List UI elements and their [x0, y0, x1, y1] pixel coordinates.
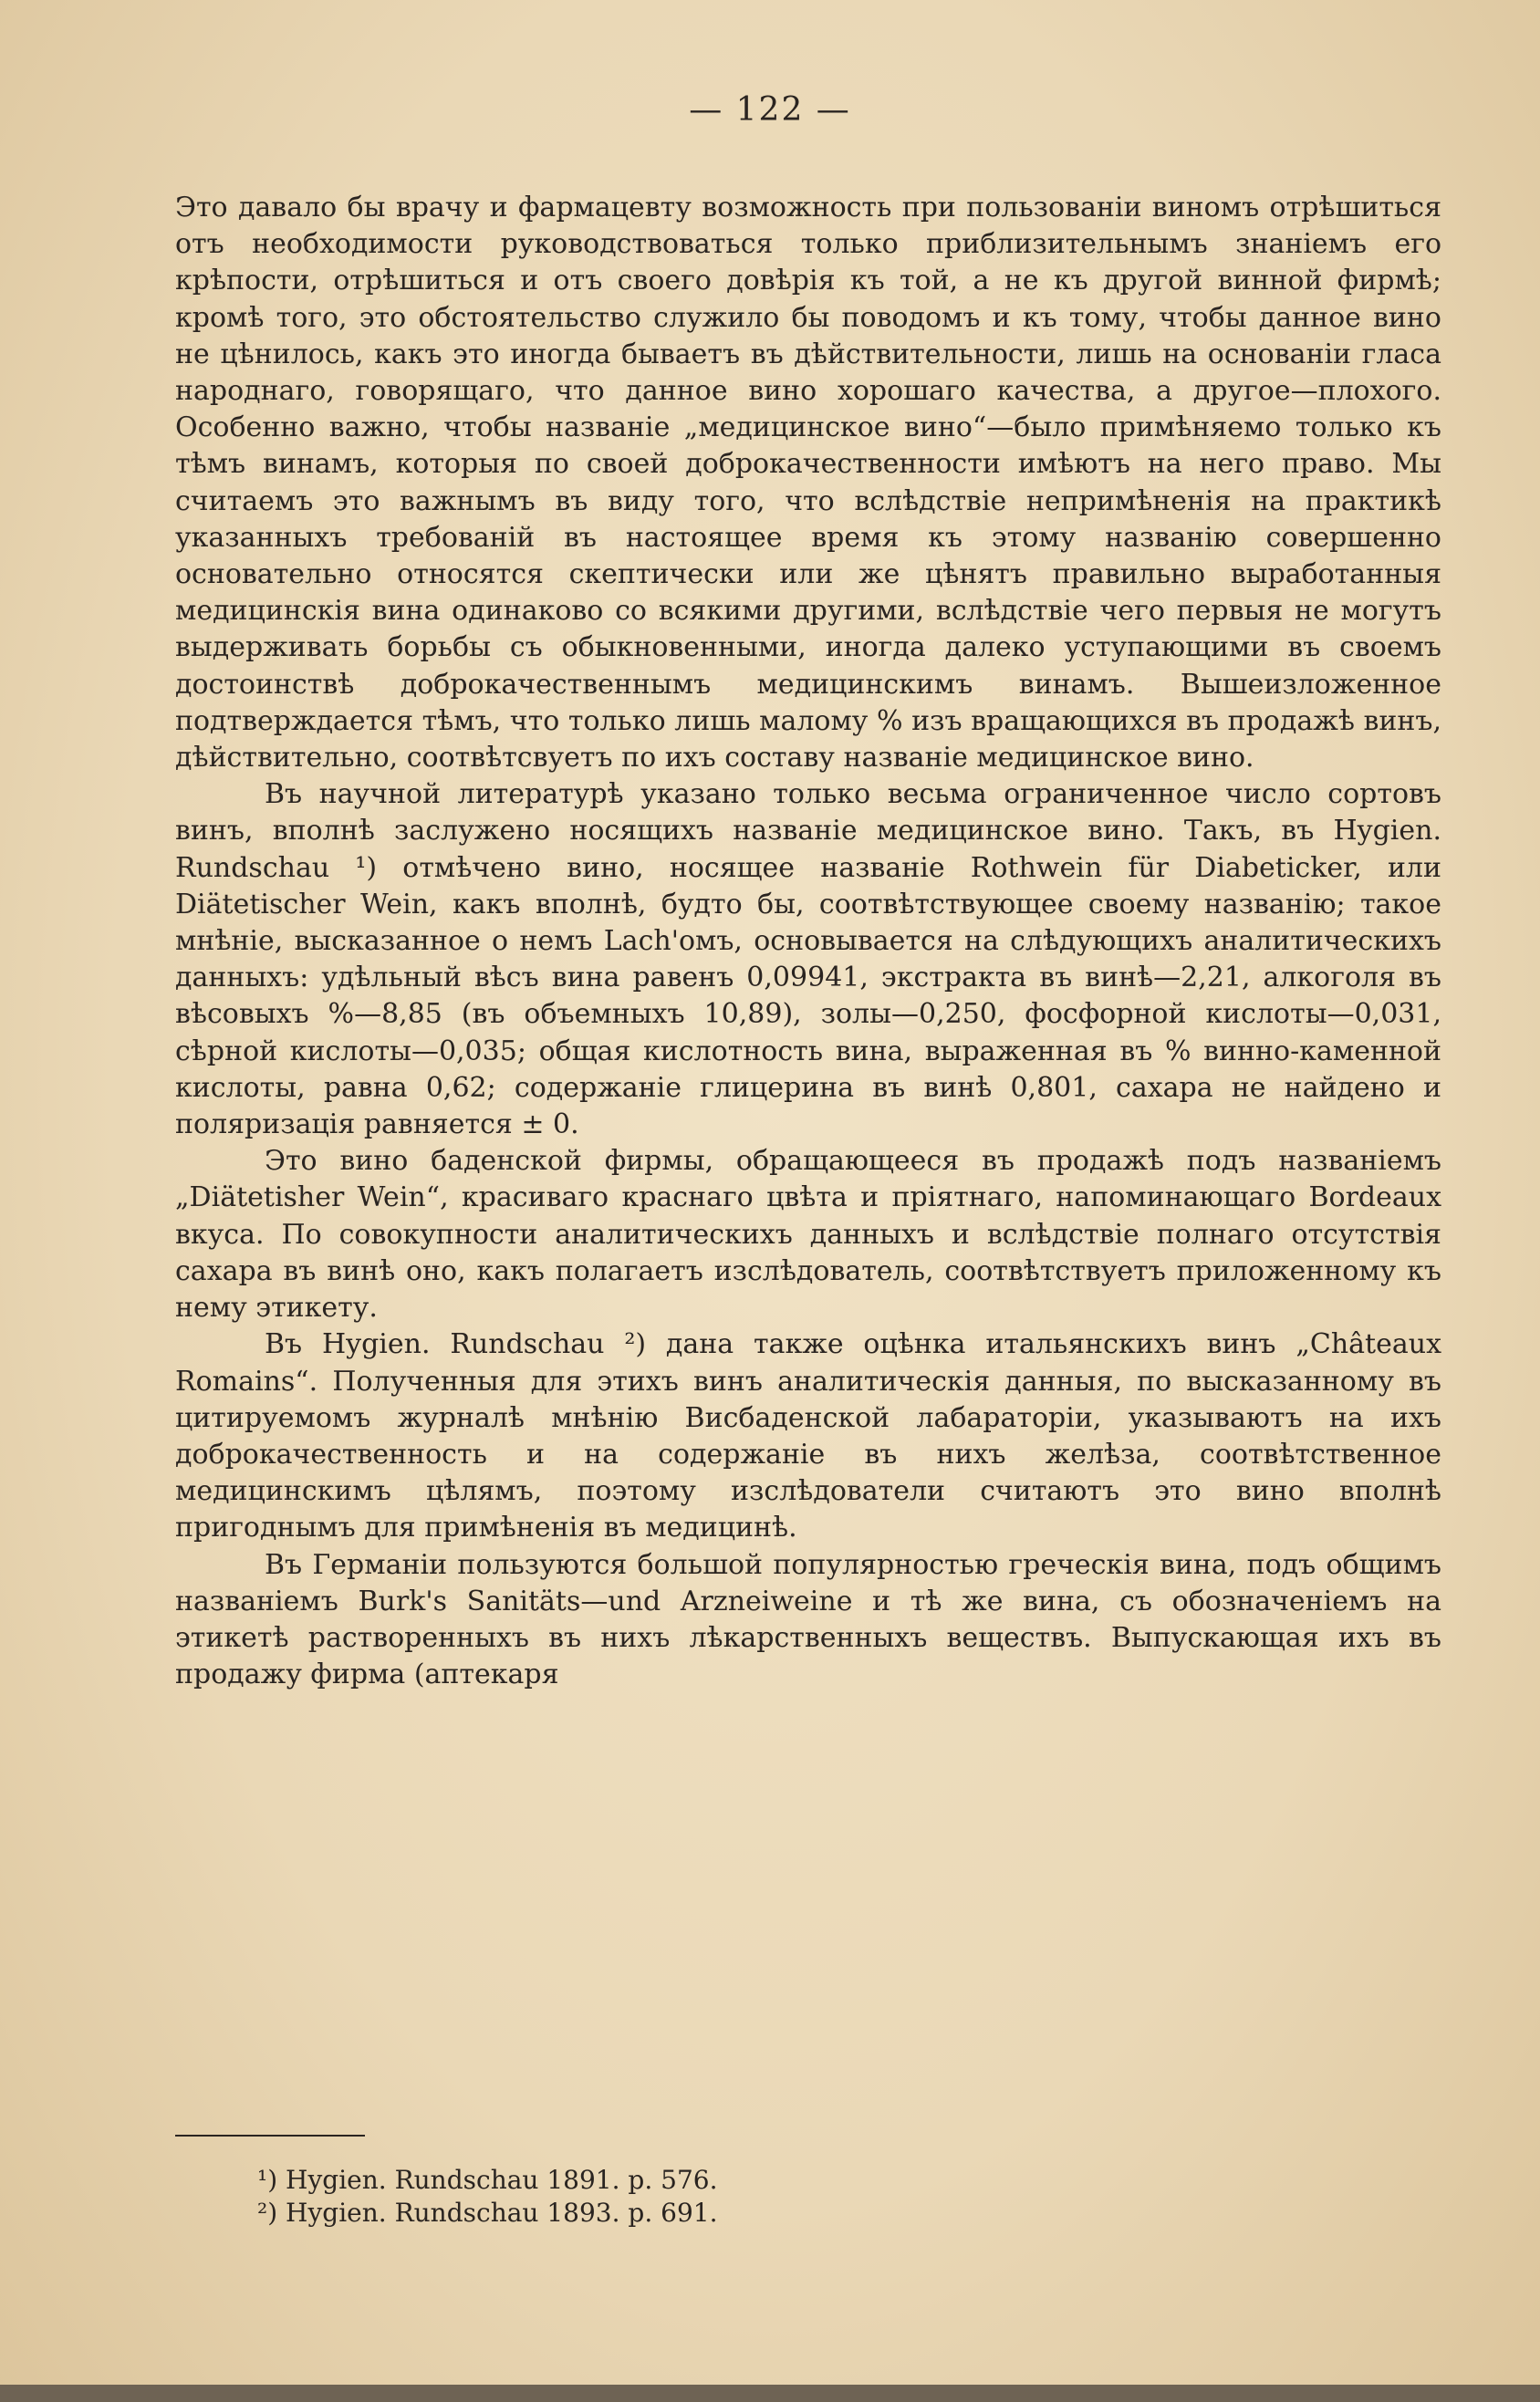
- paragraph-4: Въ Hygien. Rundschau ²) дана также оцѣнка итальянскихъ винъ „Châteaux Romains“. Полученныя для этихъ винъ аналитическія данныя, по высказанному въ цитируемомъ журналѣ мнѣнію Висбаденской лабараторіи, указываютъ на ихъ доброкачественность и на содержаніе въ нихъ желѣза, соотвѣтственное медицинскимъ цѣлямъ, поэтому изслѣдователи считаютъ это вино вполнѣ пригоднымъ для примѣненія въ медицинѣ.: [175, 1328, 1441, 1544]
- paragraph-1: Это давало бы врачу и фармацевту возможность при пользованіи виномъ отрѣшиться отъ необходимости руководствоваться только приблизительнымъ знаніемъ его крѣпости, отрѣшиться и отъ своего довѣрія къ той, а не къ другой винной фирмѣ; кромѣ того, это обстоятельство служило бы поводомъ и къ тому, чтобы данное вино не цѣнилось, какъ это иногда бываетъ въ дѣйствительности, лишь на основаніи гласа народнаго, говорящаго, что данное вино хорошаго качества, а другое—плохого. Особенно важно, чтобы названіе „медицинское вино“—было примѣняемо только къ тѣмъ винамъ, которыя по своей доброкачественности имѣютъ на него право. Мы считаемъ это важнымъ въ виду того, что вслѣдствіе непримѣненія на практикѣ указанныхъ требованій въ настоящее время къ этому названію совершенно основательно относятся скептически или же цѣнятъ правильно выработанныя медицинскія вина одинаково со всякими другими, вслѣдствіе чего первыя не могутъ выдерживать борьбы съ обыкновенными, иногда далеко уступающими въ своемъ достоинствѣ доброкачественнымъ медицинскимъ винамъ. Вышеизложенное подтверждается тѣмъ, что только лишь малому % изъ вращающихся въ продажѣ винъ, дѣйствительно, соотвѣтсвуетъ по ихъ составу названіе медицинское вино.: [175, 192, 1441, 775]
- paragraph-5: Въ Германіи пользуются большой популярностью греческія вина, подъ общимъ названіемъ Burk's Sanitäts—und Arzneiweine и тѣ же вина, съ обозначеніемъ на этикетѣ растворенныхъ въ нихъ лѣкарственныхъ веществъ. Выпускающая ихъ въ продажу фирма (аптекаря: [175, 1548, 1441, 1691]
- paragraph-3: Это вино баденской фирмы, обращающееся въ продажѣ подъ названіемъ „Diätetisher Wein“, красиваго краснаго цвѣта и пріятнаго, напоминающаго Bordeaux вкуса. По совокупности аналитическихъ данныхъ и вслѣдствіе полнаго отсутствія сахара въ винѣ оно, какъ полагаетъ изслѣдователь, соотвѣтствуетъ приложенному къ нему этикету.: [175, 1145, 1441, 1325]
- body-text: [175, 190, 1441, 1693]
- footnotes: [257, 2164, 1352, 2230]
- footnote-1: ¹) Hygien. Rundschau 1891. p. 576.: [257, 2165, 718, 2195]
- paragraph-2: Въ научной литературѣ указано только весьма ограниченное число сортовъ винъ, вполнѣ заслужено носящихъ названіе медицинское вино. Такъ, въ Hygien. Rundschau ¹) отмѣчено вино, носящее названіе Rothwein für Diabeticker, или Diätetischer Wein, какъ вполнѣ, будто бы, соотвѣтствующее своему названію; такое мнѣніе, высказанное о немъ Lach'омъ, основывается на слѣдующихъ аналитическихъ данныхъ: удѣльный вѣсъ вина равенъ 0,09941, экстракта въ винѣ—2,21, алкоголя въ вѣсовыхъ %—8,85 (въ объемныхъ 10,89), золы—0,250, фосфорной кислоты—0,031, сѣрной кислоты—0,035; общая кислотность вина, выраженная въ % винно-каменной кислоты, равна 0,62; содержаніе глицерина въ винѣ 0,801, сахара не найдено и поляризація равняется ± 0.: [175, 778, 1441, 1141]
- footnote-2: ²) Hygien. Rundschau 1893. p. 691.: [257, 2198, 718, 2228]
- page-bottom-edge: [0, 2385, 1540, 2402]
- page-number: — 122 —: [689, 91, 851, 129]
- footnote-divider: [175, 2135, 365, 2137]
